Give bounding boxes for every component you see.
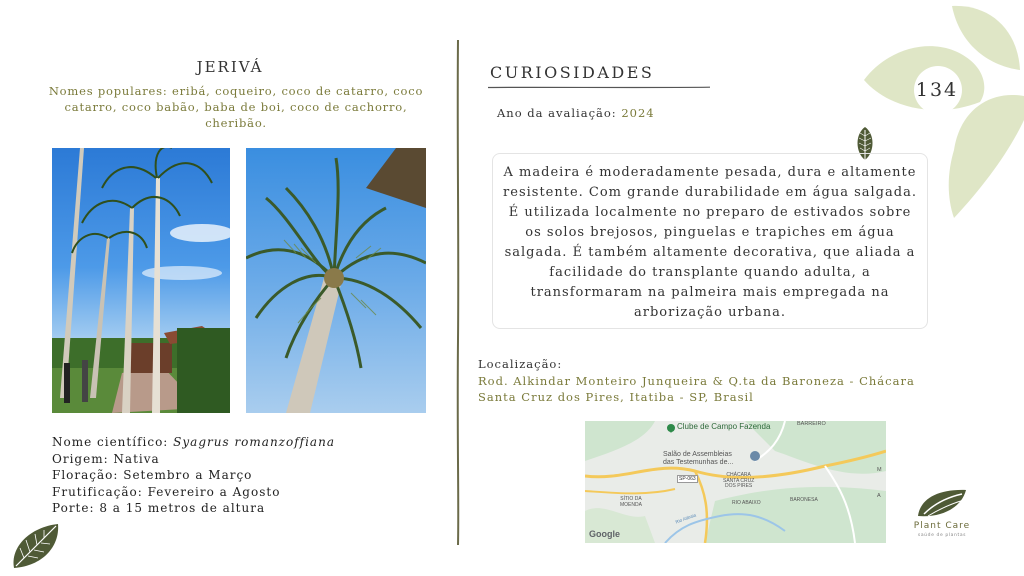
palm-photo-2 xyxy=(246,148,426,413)
scientific-name-row xyxy=(52,434,335,451)
palm-photo-1 xyxy=(52,148,230,413)
scientific-name: Syagrus romanzoffiana xyxy=(173,435,335,449)
map-label-edge: M xyxy=(877,467,882,473)
map-label-baronesa: BARONESA xyxy=(790,497,818,503)
plant-care-logo-icon xyxy=(914,486,970,520)
popular-names: Nomes populares: eribá, coqueiro, coco de catarro, coco catarro, coco babão, baba de boi, coco de cachorro, cheribão. xyxy=(48,84,424,130)
evaluation-year-value: 2024 xyxy=(621,106,655,120)
map-label-club: Clube de Campo Fazenda xyxy=(677,422,771,431)
map-label-edge-2: A xyxy=(877,493,881,499)
map-label-barreiro: BARREIRO xyxy=(797,421,826,427)
flowering: Floração: Setembro a Março xyxy=(52,468,253,482)
curiosities-text: A madeira é moderadamente pesada, dura e altamente resistente. Com grande durabilidade em água salgada. É utilizada localmente no preparo de estivados sobre os solos brejosos, pinguelas e trapiches em água salgada. É também altamente decorativa, que aliada a facilidade do transplante quando adulta, a transformaram na palmeira mais empregada na arborização urbana. xyxy=(492,153,928,329)
palm-photo-1-illustration xyxy=(52,148,230,413)
map-label-river: Rio Atibaia xyxy=(674,512,697,525)
column-divider xyxy=(455,40,461,545)
location-address: Rod. Alkindar Monteiro Junqueira & Q.ta da Baroneza - Chácara Santa Cruz dos Pires, Itatiba - SP, Brasil xyxy=(478,374,915,404)
evaluation-year-label: Ano da avaliação: xyxy=(497,106,617,120)
plant-details xyxy=(52,434,335,517)
fruiting: Frutificação: Fevereiro a Agosto xyxy=(52,484,281,499)
size: Porte: 8 a 15 metros de altura xyxy=(52,501,266,515)
heading-underline xyxy=(488,86,710,89)
leaf-icon xyxy=(10,522,62,570)
evaluation-year xyxy=(497,106,655,120)
palm-photo-2-illustration xyxy=(246,148,426,413)
brand-name: Plant Care xyxy=(913,521,971,531)
google-logo: Google xyxy=(589,529,620,539)
map-label-hall: Salão de Assembleias das Testemunhas de... xyxy=(663,451,734,466)
brand-tagline: saúde de plantas xyxy=(917,533,967,538)
map-label-road: SP-063 xyxy=(679,476,696,482)
location-label: Localização: xyxy=(478,357,563,371)
curiosities-heading: CURIOSIDADES xyxy=(490,63,655,82)
map-label-rio-abaixo: RIO ABAIXO xyxy=(732,500,761,506)
map-label-sitio: SÍTIO DA MOENDA xyxy=(620,496,642,508)
origin: Origem: Nativa xyxy=(52,451,160,466)
map-label-chacara: CHÁCARA SANTA CRUZ DOS PIRES xyxy=(723,472,755,489)
location-map[interactable] xyxy=(585,421,886,543)
plant-title: JERIVÁ xyxy=(196,58,264,76)
scientific-name-label: Nome científico: xyxy=(52,435,169,449)
page-number: 134 xyxy=(915,79,959,101)
